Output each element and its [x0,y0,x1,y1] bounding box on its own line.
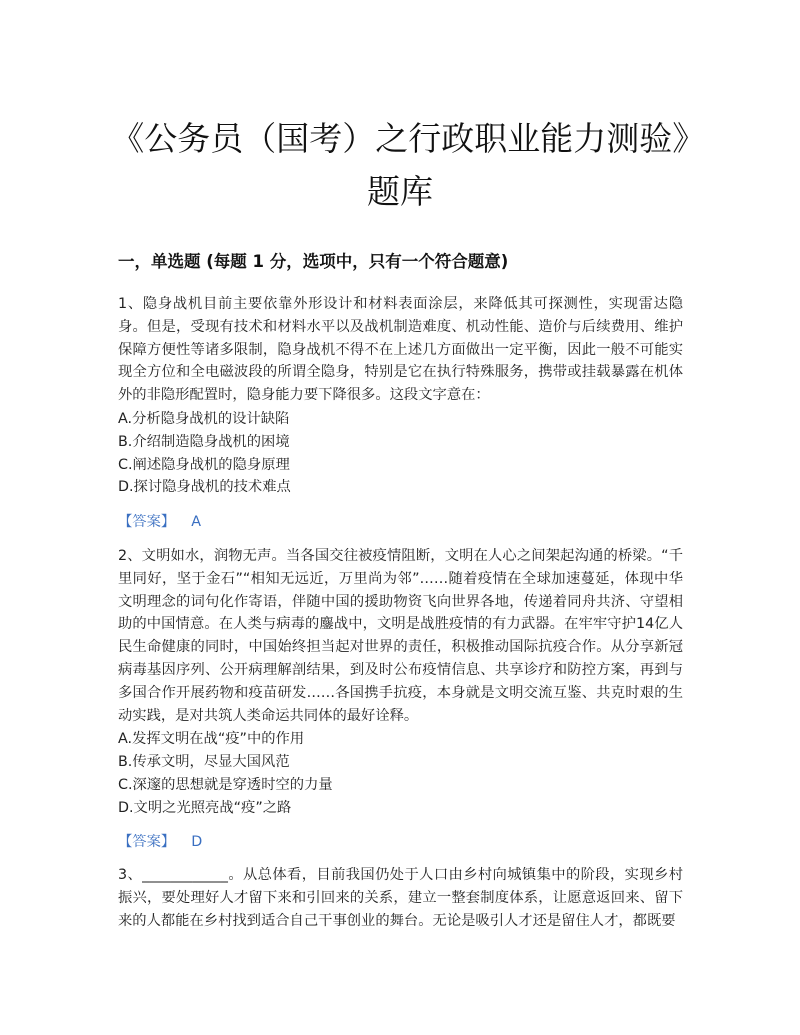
option-c: C.阐述隐身战机的隐身原理 [118,456,290,473]
question-text: 1、隐身战机目前主要依靠外形设计和材料表面涂层，来降低其可探测性，实现雷达隐身。但是，受现有技术和材料水平以及战机制造难度、机动性能、造价与后续费用、维护保障方便性等诸多限制，隐身战机不得不在上述几方面做出一定平衡，因此一般不可能实现全方位和全电磁波段的所谓全隐身，特别是它在执行特殊服务，携带或挂载暴露在机体外的非隐形配置时，隐身能力要下降很多。这段文字意在： [118,296,683,404]
option-d: D.探讨隐身战机的技术难点 [118,479,291,496]
question-1 [118,293,683,499]
option-b: B.传承文明，尽显大国风范 [118,754,290,771]
document-title: 《公务员（国考）之行政职业能力测验》题库 [111,119,689,211]
question-3 [118,864,683,933]
answer-2 [118,831,202,851]
answer-label: 【答案】 [118,514,176,530]
answer-letter: D [191,834,203,850]
option-b: B.介绍制造隐身战机的困境 [118,433,290,450]
section-heading: 一，单选题 (每题 1 分，选项中，只有一个符合题意) [118,252,509,271]
option-a: A.分析隐身战机的设计缺陷 [118,410,290,427]
question-text: 2、文明如水，润物无声。当各国交往被疫情阻断，文明在人心之间架起沟通的桥梁。“千里同好，坚于金石”“相知无远近，万里尚为邻”……随着疫情在全球加速蔓延，体现中华文明理念的词句化作寄语，伴随中国的援助物资飞向世界各地，传递着同舟共济、守望相助的中国情意。在人类与病毒的鏖战中，文明是战胜疫情的有力武器。在牢牢守护14亿人民生命健康的同时，中国始终担当起对世界的责任，积极推动国际抗疫合作。从分享新冠病毒基因序列、公开病理解剖结果，到及时公布疫情信息、共享诊疗和防控方案，再到与多国合作开展药物和疫苗研发……各国携手抗疫，本身就是文明交流互鉴、共克时艰的生动实践，是对共筑人类命运共同体的最好诠释。 [118,548,683,724]
option-a: A.发挥文明在战“疫”中的作用 [118,731,305,748]
answer-letter: A [191,514,201,530]
answer-label: 【答案】 [118,834,176,850]
answer-1 [118,511,201,531]
option-d: D.文明之光照亮战“疫”之路 [118,799,292,816]
question-2 [118,545,683,820]
question-text: 3、____________。从总体看，目前我国仍处于人口由乡村向城镇集中的阶段，实现乡村振兴，要处理好人才留下来和引回来的关系，建立一整套制度体系，让愿意返回来、留下来的人都能在乡村找到适合自己干事创业的舞台。无论是吸引人才还是留住人才，都既要 [118,867,683,929]
option-c: C.深邃的思想就是穿透时空的力量 [118,776,333,793]
